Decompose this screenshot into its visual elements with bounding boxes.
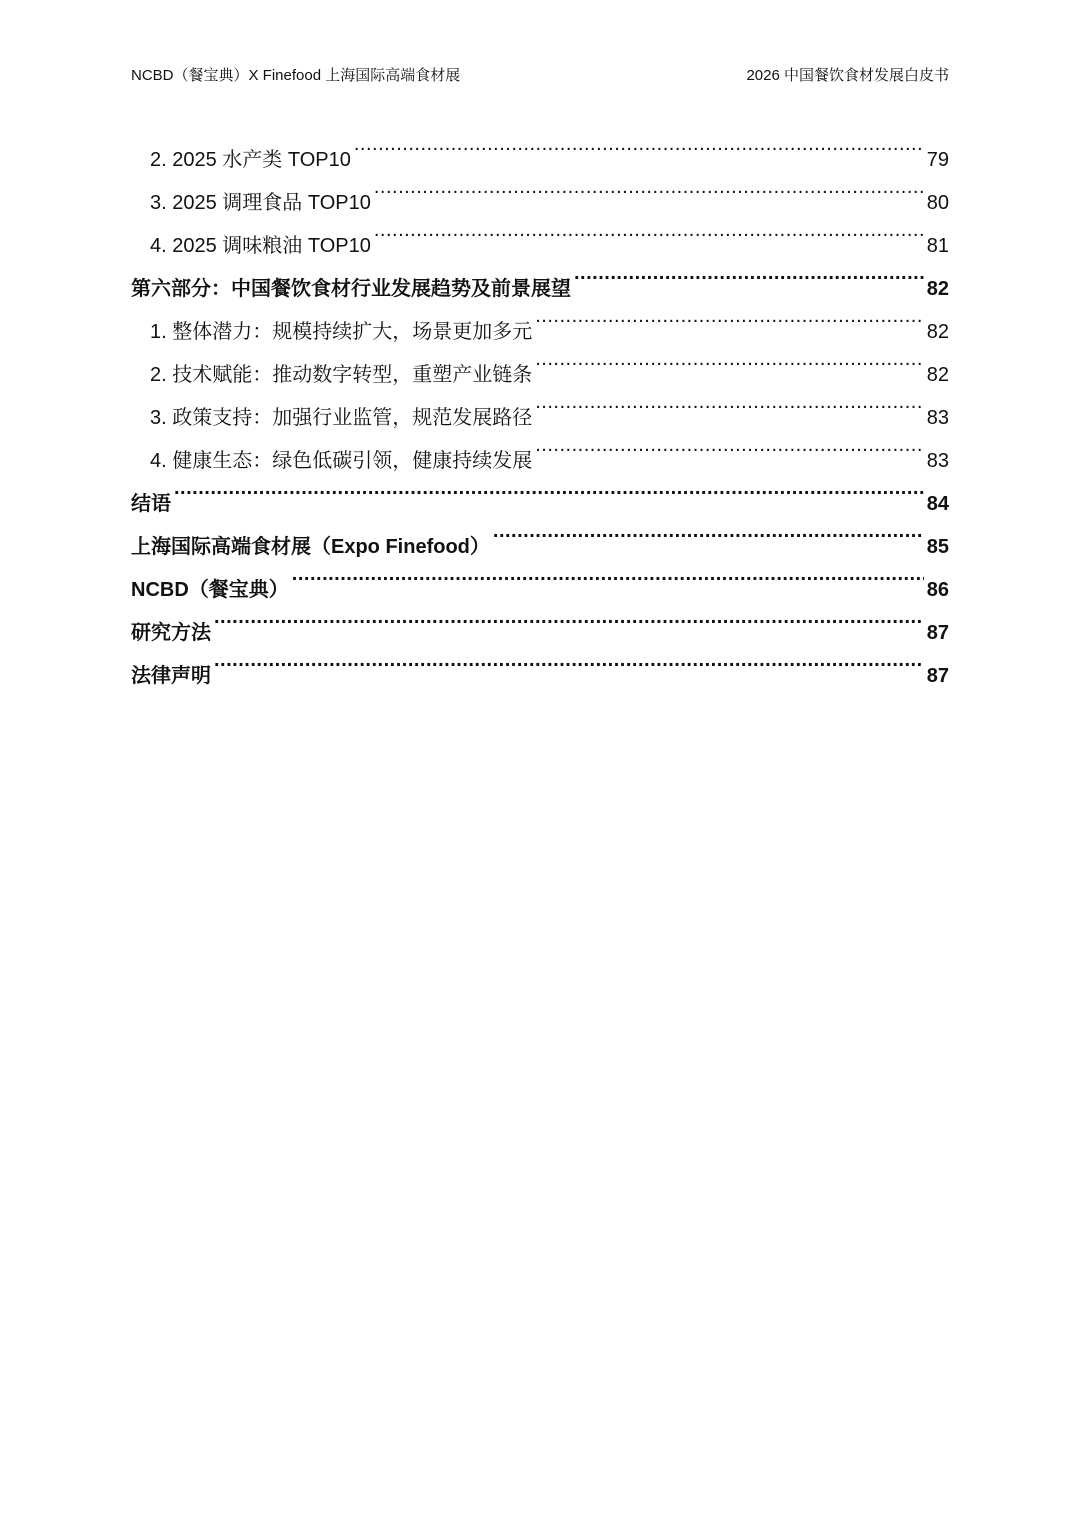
toc-entry-page: 81 <box>926 235 949 257</box>
toc-entry-title: 2. 技术赋能：推动数字转型，重塑产业链条 <box>150 364 533 386</box>
toc-entry-page: 82 <box>926 364 949 386</box>
toc-entry[interactable] <box>131 123 949 171</box>
toc-entry-title: 2. 2025 水产类 TOP10 <box>150 149 351 171</box>
toc-entry-title: 第六部分：中国餐饮食材行业发展趋势及前景展望 <box>131 278 571 300</box>
toc-entry-title: 法律声明 <box>131 665 211 687</box>
toc-entry-page: 79 <box>926 149 949 171</box>
page-header <box>131 64 949 88</box>
toc-entry-title: NCBD（餐宝典） <box>131 579 289 601</box>
toc-entry-title: 上海国际高端食材展（Expo Finefood） <box>131 536 490 558</box>
toc-entry-page: 83 <box>926 407 949 429</box>
toc-entry-page: 87 <box>926 665 949 687</box>
toc-dot-leader <box>493 510 924 553</box>
toc-dot-leader <box>174 467 924 510</box>
toc-entry-title: 3. 2025 调理食品 TOP10 <box>150 192 371 214</box>
toc-entry-title: 3. 政策支持：加强行业监管，规范发展路径 <box>150 407 533 429</box>
toc-entry-page: 87 <box>926 622 949 644</box>
toc-entry-title: 结语 <box>131 493 171 515</box>
toc-entry-page: 80 <box>926 192 949 214</box>
toc-dot-leader <box>292 553 924 596</box>
toc-dot-leader <box>354 123 924 166</box>
toc-entry-title: 4. 2025 调味粮油 TOP10 <box>150 235 371 257</box>
table-of-contents <box>131 123 949 687</box>
toc-section-entry[interactable] <box>131 510 949 558</box>
toc-dot-leader <box>574 252 924 295</box>
toc-entry-page: 85 <box>926 536 949 558</box>
toc-entry-page: 82 <box>926 321 949 343</box>
toc-dot-leader <box>535 381 924 424</box>
toc-entry-page: 86 <box>926 579 949 601</box>
toc-dot-leader <box>535 295 924 338</box>
toc-section-entry[interactable] <box>131 596 949 644</box>
toc-dot-leader <box>535 338 924 381</box>
toc-entry-title: 研究方法 <box>131 622 211 644</box>
toc-dot-leader <box>214 596 924 639</box>
toc-entry-page: 84 <box>926 493 949 515</box>
toc-entry-page: 83 <box>926 450 949 472</box>
toc-dot-leader <box>374 209 924 252</box>
toc-entry-page: 82 <box>926 278 949 300</box>
header-left-title: NCBD（餐宝典）X Finefood 上海国际高端食材展 <box>131 67 461 84</box>
toc-section-entry[interactable] <box>131 639 949 687</box>
toc-entry-title: 4. 健康生态：绿色低碳引领，健康持续发展 <box>150 450 533 472</box>
toc-dot-leader <box>214 639 924 682</box>
toc-section-entry[interactable] <box>131 467 949 515</box>
toc-dot-leader <box>374 166 924 209</box>
toc-entry-title: 1. 整体潜力：规模持续扩大，场景更加多元 <box>150 321 533 343</box>
header-right-title: 2026 中国餐饮食材发展白皮书 <box>746 67 949 84</box>
toc-dot-leader <box>535 424 924 467</box>
